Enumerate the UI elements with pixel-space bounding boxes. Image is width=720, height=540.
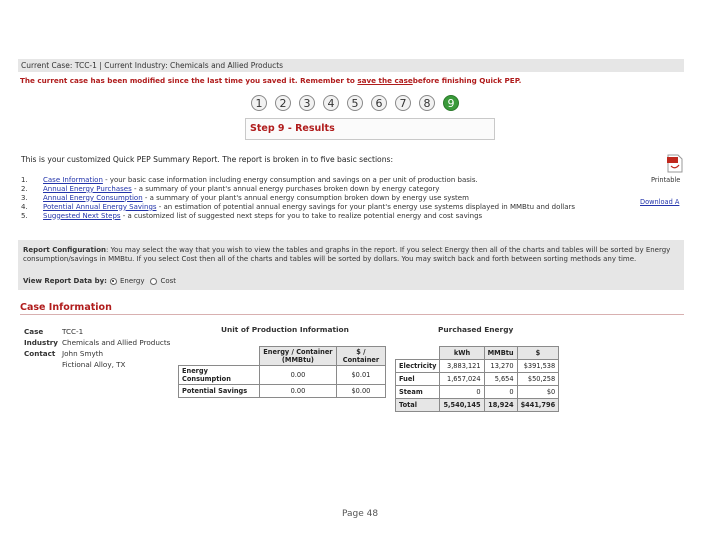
cell-cost: $0.00 (336, 385, 385, 398)
cell-kwh: 1,657,024 (440, 373, 484, 386)
cell-energy: 0.00 (260, 366, 337, 385)
report-sections-list (21, 176, 575, 221)
row-label: Fuel (396, 373, 440, 386)
warning-text-pre: The current case has been modified since the last time you saved it. Remember to (20, 76, 355, 85)
purchased-energy-heading: Purchased Energy (438, 325, 514, 334)
table-row (396, 360, 559, 373)
page-number: Page 48 (341, 509, 379, 519)
table-row (396, 373, 559, 386)
energy-radio[interactable] (110, 278, 117, 285)
list-item (21, 176, 575, 185)
config-text: : You may select the way that you wish to view the tables and graphs in the report. If you select Energy then all of the charts and tables will be sorted by Energy consumption/savings in MMBtu. If you select Cost then all of the charts and tables will be sorted by dollars. You may switch back and forth between sorting methods any time. (23, 246, 671, 263)
save-case-link[interactable]: save the case (357, 76, 413, 85)
purchased-energy-table (395, 346, 559, 412)
cell-energy: 0.00 (260, 385, 337, 398)
list-number: 2. (21, 184, 28, 193)
step-1-button[interactable]: 1 (251, 95, 267, 111)
section-desc: - a customized list of suggested next steps for you to take to realize potential energy and cost savings (120, 211, 483, 220)
col-header-mmbtu: MMBtu (484, 347, 517, 360)
contact-label: Contact (24, 349, 56, 358)
cell-usd: $50,258 (517, 373, 559, 386)
step-8-button[interactable]: 8 (419, 95, 435, 111)
cell-mmbtu: 5,654 (484, 373, 517, 386)
step-title: Step 9 - Results (250, 123, 335, 134)
unit-production-heading: Unit of Production Information (221, 325, 349, 334)
report-intro: This is your customized Quick PEP Summary Report. The report is broken in to five basic sections: (21, 155, 394, 164)
cell-mmbtu: 0 (484, 386, 517, 399)
case-information-heading: Case Information (20, 302, 112, 313)
contact-location: Fictional Alloy, TX (62, 360, 126, 369)
section-link-next-steps[interactable]: Suggested Next Steps (43, 211, 121, 220)
empty-header-cell (179, 347, 260, 366)
list-number: 4. (21, 202, 28, 211)
printable-label[interactable]: Printable (651, 176, 681, 184)
case-info-bar: Current Case: TCC-1 | Current Industry: Chemicals and Allied Products (18, 59, 684, 72)
unit-production-table (178, 346, 386, 398)
list-number: 5. (21, 211, 28, 220)
view-by-control (23, 277, 176, 285)
cost-option-label[interactable]: Cost (160, 277, 177, 285)
step-title-box (245, 118, 495, 140)
cell-kwh: 3,883,121 (440, 360, 484, 373)
cell-mmbtu: 18,924 (484, 399, 517, 412)
step-5-button[interactable]: 5 (347, 95, 363, 111)
energy-option-label[interactable]: Energy (119, 277, 145, 285)
step-6-button[interactable]: 6 (371, 95, 387, 111)
pdf-icon[interactable] (667, 154, 683, 173)
table-row (396, 386, 559, 399)
list-number: 3. (21, 193, 28, 202)
section-link-annual-energy-purchases[interactable]: Annual Energy Purchases (43, 184, 132, 193)
view-by-label: View Report Data by: (23, 277, 107, 285)
cell-usd: $391,538 (517, 360, 559, 373)
row-label: Energy Consumption (179, 366, 260, 385)
row-label: Steam (396, 386, 440, 399)
list-item (21, 194, 575, 203)
section-link-annual-energy-consumption[interactable]: Annual Energy Consumption (43, 193, 143, 202)
step-indicator (251, 95, 459, 111)
col-header-energy: Energy / Container (MMBtu) (260, 347, 337, 366)
row-label: Electricity (396, 360, 440, 373)
cell-kwh: 0 (440, 386, 484, 399)
cell-mmbtu: 13,270 (484, 360, 517, 373)
section-desc: - your basic case information including energy consumption and savings on a per unit of production basis. (102, 176, 478, 184)
section-link-case-information[interactable]: Case Information (43, 176, 103, 184)
table-row (179, 366, 386, 385)
step-7-button[interactable]: 7 (395, 95, 411, 111)
cost-radio[interactable] (150, 278, 157, 285)
cell-cost: $0.01 (336, 366, 385, 385)
config-description (23, 246, 683, 264)
table-header-row (179, 347, 386, 366)
report-configuration-panel (18, 240, 684, 290)
list-number: 1. (21, 176, 28, 184)
download-link[interactable]: Download A (640, 198, 680, 206)
unsaved-warning (20, 76, 521, 85)
cell-kwh: 5,540,145 (440, 399, 484, 412)
col-header-cost: $ / Container (336, 347, 385, 366)
section-desc: - an estimation of potential annual energy savings for your plant's energy use systems displayed in MMBtu and dollars (156, 202, 576, 211)
empty-header-cell (396, 347, 440, 360)
warning-text-post: before finishing Quick PEP. (412, 76, 522, 85)
case-details (24, 326, 170, 370)
table-row (179, 385, 386, 398)
list-item (21, 185, 575, 194)
table-header-row (396, 347, 559, 360)
section-desc: - a summary of your plant's annual energy consumption broken down by energy use system (142, 193, 469, 202)
industry-label: Industry (24, 338, 58, 347)
step-3-button[interactable]: 3 (299, 95, 315, 111)
row-label: Potential Savings (179, 385, 260, 398)
step-9-button[interactable]: 9 (443, 95, 459, 111)
divider (20, 314, 684, 315)
list-item (21, 212, 575, 221)
list-item (21, 203, 575, 212)
config-label: Report Configuration (23, 246, 107, 254)
section-link-potential-savings[interactable]: Potential Annual Energy Savings (43, 202, 157, 211)
step-2-button[interactable]: 2 (275, 95, 291, 111)
table-total-row (396, 399, 559, 412)
contact-name: John Smyth (62, 349, 104, 358)
case-value: TCC-1 (62, 327, 84, 336)
cell-usd: $0 (517, 386, 559, 399)
cell-usd: $441,796 (517, 399, 559, 412)
step-4-button[interactable]: 4 (323, 95, 339, 111)
case-label: Case (24, 327, 44, 336)
col-header-usd: $ (517, 347, 559, 360)
section-desc: - a summary of your plant's annual energy purchases broken down by energy category (131, 184, 440, 193)
row-label: Total (396, 399, 440, 412)
col-header-kwh: kWh (440, 347, 484, 360)
industry-value: Chemicals and Allied Products (62, 338, 171, 347)
